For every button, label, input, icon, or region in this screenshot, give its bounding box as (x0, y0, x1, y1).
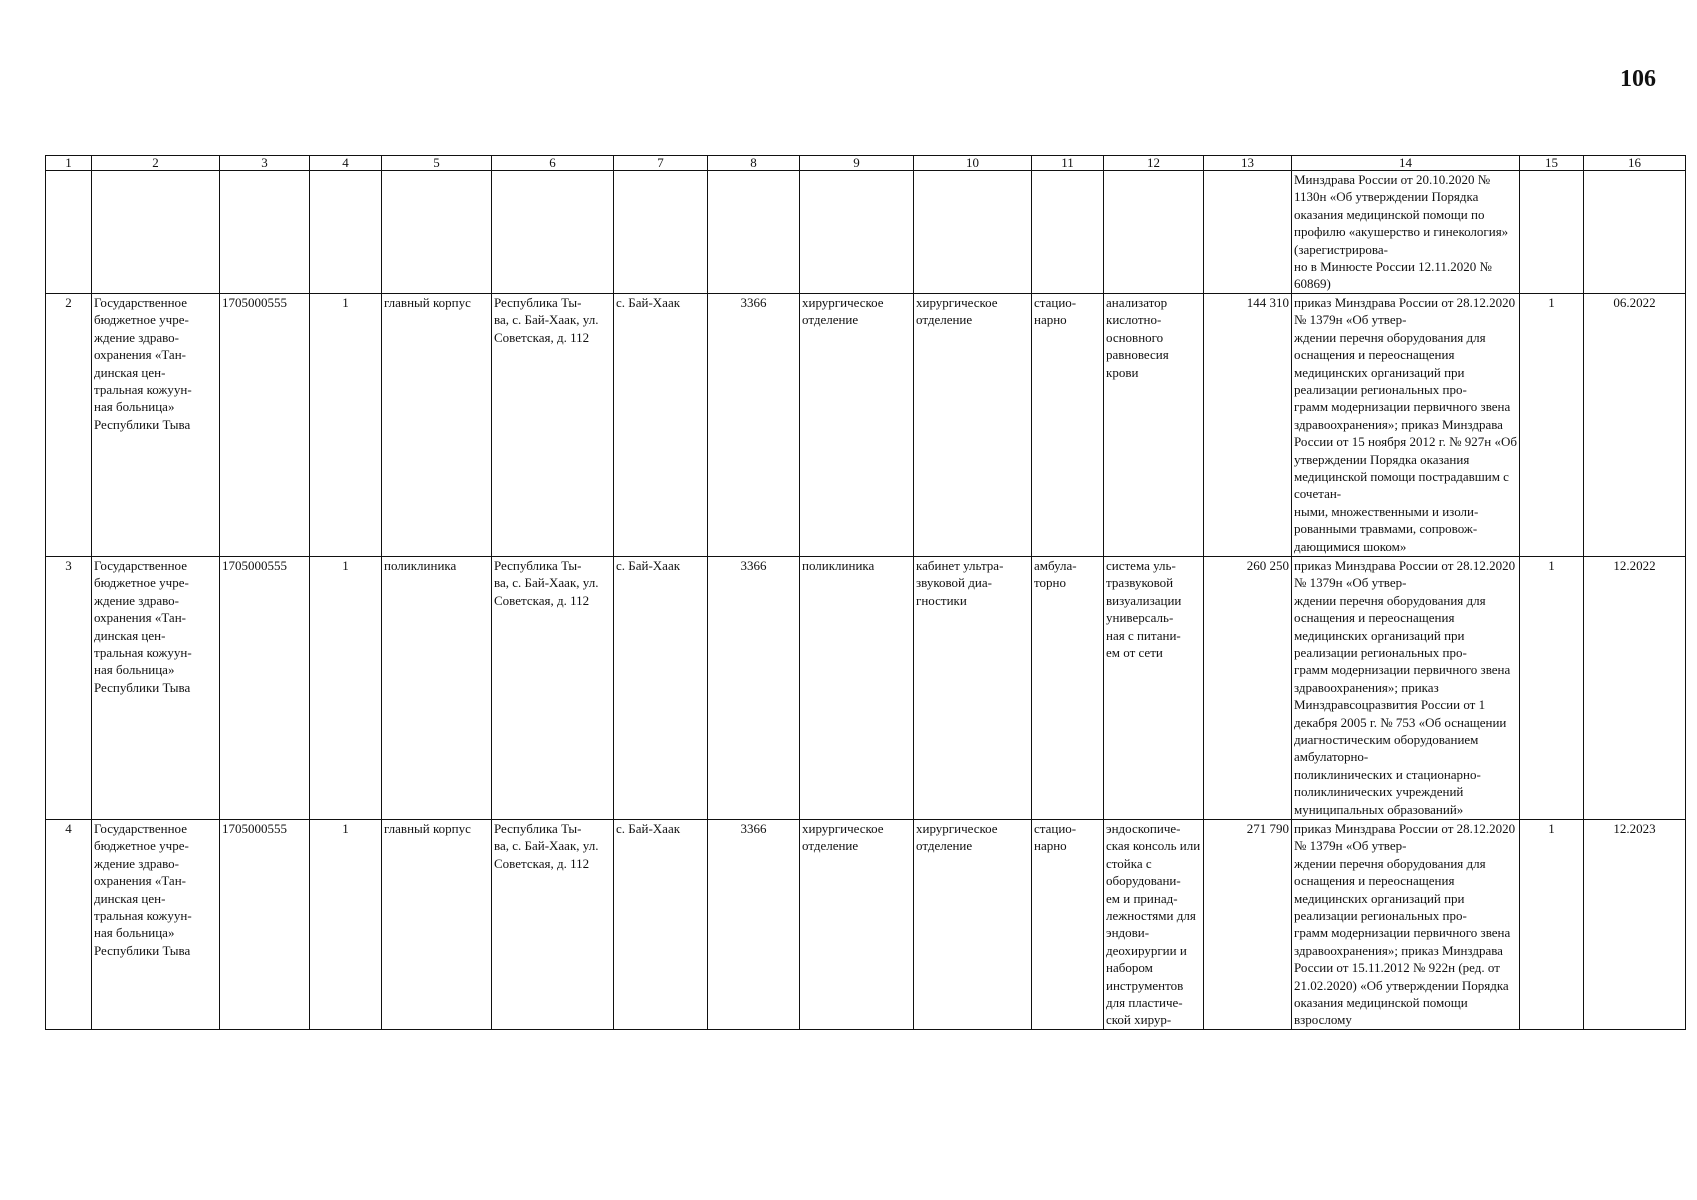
equipment-cell: система уль- тразвуковой визуализации универсаль- ная с питани- ем от сети (1104, 557, 1204, 820)
table-cell (1520, 171, 1584, 294)
cost-cell: 271 790 (1204, 820, 1292, 1030)
unit-cell: поликлиника (800, 557, 914, 820)
organization-cell: Государственное бюджетное учре- ждение здраво- охранения «Тан- динская цен- тральная кожуун- ная больница» Республики Тыва (92, 557, 220, 820)
table-row (46, 557, 1686, 820)
equipment-cell: эндоскопиче- ская консоль или стойка с оборудовани- ем и принад- лежностями для эндови- деохирургии и набором инструментов для пластиче- ской хирур- (1104, 820, 1204, 1030)
code-cell: 3366 (708, 820, 800, 1030)
table-cell (492, 171, 614, 294)
table-row (46, 820, 1686, 1030)
mode-cell: амбула- торно (1032, 557, 1104, 820)
col-number-7: 7 (614, 156, 708, 171)
table-cell (46, 171, 92, 294)
col-number-4: 4 (310, 156, 382, 171)
table-cell (1204, 171, 1292, 294)
basis-cell: приказ Минздрава России от 28.12.2020 № 1379н «Об утвер- ждении перечня оборудования для оснащения и переоснащения медицинских организаций при реализации региональных про- грамм модернизации первичного звена здравоохранения»; приказ Минздрава России от 15 ноября 2012 г. № 927н «Об утверждении Порядка оказания медицинской помощи пострадавшим с сочетан- ными, множественными и изоли- рованными травмами, сопровож- дающимися шоком» (1292, 294, 1520, 557)
building-cell: поликлиника (382, 557, 492, 820)
equipment-table (45, 155, 1686, 1030)
table-row (46, 294, 1686, 557)
col-number-6: 6 (492, 156, 614, 171)
table-cell (220, 171, 310, 294)
table-cell (1032, 171, 1104, 294)
col4-cell: 1 (310, 294, 382, 557)
table-cell (1584, 171, 1686, 294)
building-cell: главный корпус (382, 820, 492, 1030)
settlement-cell: с. Бай-Хаак (614, 557, 708, 820)
col-number-8: 8 (708, 156, 800, 171)
date-cell: 12.2022 (1584, 557, 1686, 820)
address-cell: Республика Ты- ва, с. Бай-Хаак, ул. Советская, д. 112 (492, 294, 614, 557)
table-cell (1104, 171, 1204, 294)
col-number-1: 1 (46, 156, 92, 171)
date-cell: 06.2022 (1584, 294, 1686, 557)
date-cell: 12.2023 (1584, 820, 1686, 1030)
table-cell (310, 171, 382, 294)
row-number: 3 (46, 557, 92, 820)
col4-cell: 1 (310, 820, 382, 1030)
inn-cell: 1705000555 (220, 820, 310, 1030)
cost-cell: 144 310 (1204, 294, 1292, 557)
col-number-14: 14 (1292, 156, 1520, 171)
col-number-12: 12 (1104, 156, 1204, 171)
code-cell: 3366 (708, 557, 800, 820)
unit-cell: хирургическое отделение (800, 820, 914, 1030)
inn-cell: 1705000555 (220, 557, 310, 820)
table-cell (708, 171, 800, 294)
inn-cell: 1705000555 (220, 294, 310, 557)
col-number-2: 2 (92, 156, 220, 171)
subunit-cell: хирургическое отделение (914, 294, 1032, 557)
table-cell (614, 171, 708, 294)
code-cell: 3366 (708, 294, 800, 557)
quantity-cell: 1 (1520, 294, 1584, 557)
subunit-cell: кабинет ультра- звуковой диа- гностики (914, 557, 1032, 820)
quantity-cell: 1 (1520, 820, 1584, 1030)
col-number-5: 5 (382, 156, 492, 171)
building-cell: главный корпус (382, 294, 492, 557)
col-number-9: 9 (800, 156, 914, 171)
page-number: 106 (1620, 66, 1656, 92)
settlement-cell: с. Бай-Хаак (614, 820, 708, 1030)
basis-cell: приказ Минздрава России от 28.12.2020 № 1379н «Об утвер- ждении перечня оборудования для оснащения и переоснащения медицинских организаций при реализации региональных про- грамм модернизации первичного звена здравоохранения»; приказ Минздрава России от 15.11.2012 № 922н (ред. от 21.02.2020) «Об утверждении Порядка оказания медицинской помощи взрослому (1292, 820, 1520, 1030)
mode-cell: стацио- нарно (1032, 294, 1104, 557)
address-cell: Республика Ты- ва, с. Бай-Хаак, ул. Советская, д. 112 (492, 557, 614, 820)
organization-cell: Государственное бюджетное учре- ждение здраво- охранения «Тан- динская цен- тральная кожуун- ная больница» Республики Тыва (92, 294, 220, 557)
equipment-cell: анализатор кислотно- основного равновесия крови (1104, 294, 1204, 557)
quantity-cell: 1 (1520, 557, 1584, 820)
unit-cell: хирургическое отделение (800, 294, 914, 557)
col-number-11: 11 (1032, 156, 1104, 171)
basis-cell: приказ Минздрава России от 28.12.2020 № 1379н «Об утвер- ждении перечня оборудования для оснащения и переоснащения медицинских организаций при реализации региональных про- грамм модернизации первичного звена здравоохранения»; приказ Минздравсоцразвития России от 1 декабря 2005 г. № 753 «Об оснащении диагностическим оборудованием амбулаторно- поликлинических и стационарно- поликлинических учреждений муниципальных образований» (1292, 557, 1520, 820)
table-cell (914, 171, 1032, 294)
table-row-continuation (46, 171, 1686, 294)
col-number-16: 16 (1584, 156, 1686, 171)
table-cell (800, 171, 914, 294)
col-number-13: 13 (1204, 156, 1292, 171)
table-cell (92, 171, 220, 294)
address-cell: Республика Ты- ва, с. Бай-Хаак, ул. Советская, д. 112 (492, 820, 614, 1030)
col4-cell: 1 (310, 557, 382, 820)
row-number: 2 (46, 294, 92, 557)
settlement-cell: с. Бай-Хаак (614, 294, 708, 557)
col-number-3: 3 (220, 156, 310, 171)
column-number-row (46, 156, 1686, 171)
mode-cell: стацио- нарно (1032, 820, 1104, 1030)
col-number-15: 15 (1520, 156, 1584, 171)
row-number: 4 (46, 820, 92, 1030)
subunit-cell: хирургическое отделение (914, 820, 1032, 1030)
organization-cell: Государственное бюджетное учре- ждение здраво- охранения «Тан- динская цен- тральная кожуун- ная больница» Республики Тыва (92, 820, 220, 1030)
col-number-10: 10 (914, 156, 1032, 171)
table-cell (382, 171, 492, 294)
basis-cell-continuation: Минздрава России от 20.10.2020 № 1130н «Об утверждении Порядка оказания медицинской помощи по профилю «акушерство и гинекология» (зарегистрирова- но в Минюсте России 12.11.2020 № 60869) (1292, 171, 1520, 294)
cost-cell: 260 250 (1204, 557, 1292, 820)
